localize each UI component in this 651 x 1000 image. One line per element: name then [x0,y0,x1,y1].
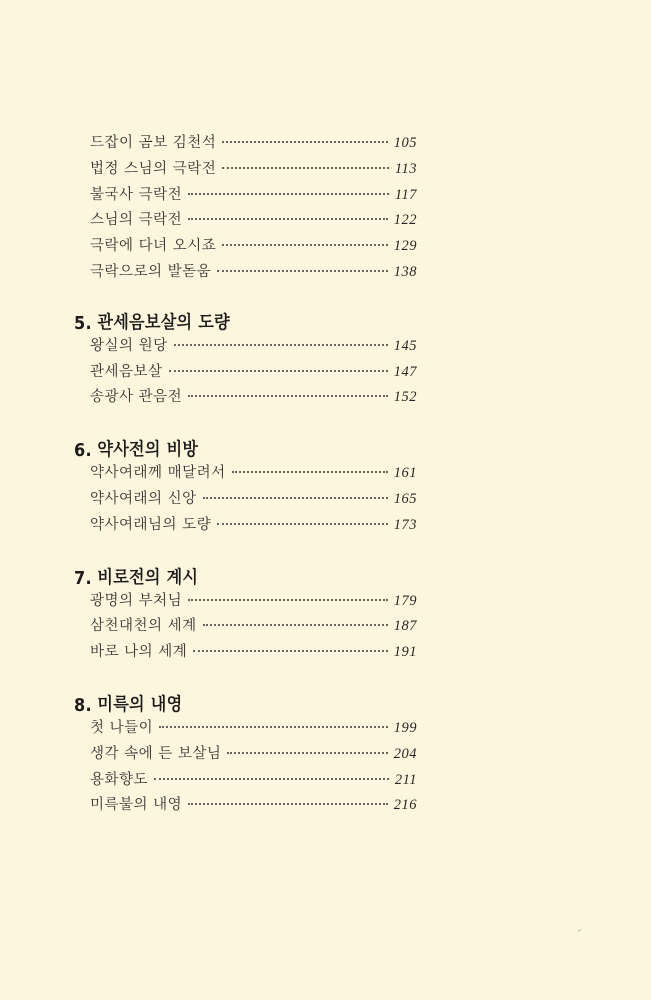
entry-page-number: 216 [393,797,417,814]
toc-entry[interactable] [90,461,417,487]
chapter-heading[interactable] [74,561,390,589]
entry-page-number: 179 [393,592,417,609]
toc-entry[interactable] [90,640,417,666]
entry-title: 스님의 극락전 [90,212,183,229]
paper-speck [578,929,581,931]
entry-page-number: 211 [394,771,417,788]
dot-leader [188,218,388,220]
entry-page-number: 113 [394,160,417,177]
entry-page-number: 152 [393,389,417,406]
dot-leader [159,726,388,728]
entry-title: 용화향도 [90,771,149,788]
toc-entry[interactable] [90,234,417,260]
chapter-title-text: 약사전의 비방 [97,440,199,461]
toc-entry[interactable] [90,768,417,794]
dot-leader [188,193,389,195]
entry-page-number: 165 [393,490,417,507]
dot-leader [174,344,388,346]
chapter-heading[interactable] [74,688,390,716]
dot-leader [222,167,389,169]
entry-title: 송광사 관음전 [90,389,183,406]
dot-leader [232,471,388,473]
toc-entry[interactable] [90,260,417,286]
entry-title: 약사여래님의 도량 [90,516,212,533]
entry-page-number: 147 [393,363,417,380]
entry-page-number: 204 [393,745,417,762]
entry-page-number: 138 [393,263,417,280]
toc-entry[interactable] [90,157,417,183]
toc-entry[interactable] [90,334,417,360]
entry-title: 법정 스님의 극락전 [90,160,217,177]
toc-entry[interactable] [90,385,417,411]
entry-page-number: 117 [394,186,417,203]
entry-title: 왕실의 원당 [90,337,168,354]
chapter-heading[interactable] [74,306,390,334]
entry-title: 생각 속에 든 보살님 [90,745,222,762]
table-of-contents [74,131,417,819]
entry-title: 관세음보살 [90,363,163,380]
chapter-number: 6. [74,441,92,462]
toc-entry[interactable] [90,793,417,819]
chapter-title-text: 비로전의 계시 [97,567,199,588]
entry-page-number: 129 [393,238,417,255]
entry-page-number: 173 [393,516,417,533]
entry-title: 바로 나의 세계 [90,644,188,661]
dot-leader [203,624,388,626]
chapter-7 [74,561,417,666]
toc-entry[interactable] [90,487,417,513]
entry-title: 약사여래께 매달려서 [90,465,226,482]
entry-title: 삼천대천의 세계 [90,618,197,635]
entry-title: 불국사 극락전 [90,186,183,203]
entry-title: 광명의 부처님 [90,592,183,609]
entry-page-number: 105 [393,135,417,151]
entry-title: 미륵불의 내영 [90,797,183,814]
dot-leader [193,650,387,652]
entry-title: 첫 나들이 [90,719,154,736]
dot-leader [154,778,389,780]
chapter-6 [74,433,417,538]
chapter-8 [74,688,417,819]
chapter-5 [74,306,417,411]
toc-entry[interactable] [90,183,417,209]
toc-entry[interactable] [90,208,417,234]
toc-entry[interactable] [90,360,417,386]
entry-page-number: 191 [393,644,417,661]
dot-leader [227,752,387,754]
entry-page-number: 161 [393,465,417,482]
dot-leader [203,497,388,499]
chapter-number: 5. [74,313,92,334]
toc-entry[interactable] [90,716,417,742]
toc-entry[interactable] [90,131,417,157]
dot-leader [169,370,388,372]
continued-section [74,131,417,286]
entry-title: 극락으로의 발돋움 [90,263,212,280]
toc-entry[interactable] [90,513,417,539]
dot-leader [188,395,388,397]
entry-title: 약사여래의 신앙 [90,490,197,507]
dot-leader [188,803,388,805]
toc-entry[interactable] [90,742,417,768]
entry-page-number: 145 [393,337,417,354]
dot-leader [217,270,388,272]
dot-leader [188,599,388,601]
dot-leader [217,523,388,525]
entry-page-number: 199 [393,719,417,736]
chapter-title-text: 미륵의 내영 [97,694,183,715]
entry-title: 극락에 다녀 오시죠 [90,238,217,255]
entry-page-number: 122 [393,212,417,229]
dot-leader [222,141,387,143]
dot-leader [222,244,387,246]
chapter-number: 7. [74,568,92,589]
entry-page-number: 187 [393,618,417,635]
chapter-heading[interactable] [74,433,390,461]
toc-entry[interactable] [90,589,417,615]
chapter-number: 8. [74,695,92,716]
chapter-title-text: 관세음보살의 도량 [97,312,230,333]
entry-title: 드잡이 곰보 김천석 [90,135,217,151]
toc-entry[interactable] [90,614,417,640]
